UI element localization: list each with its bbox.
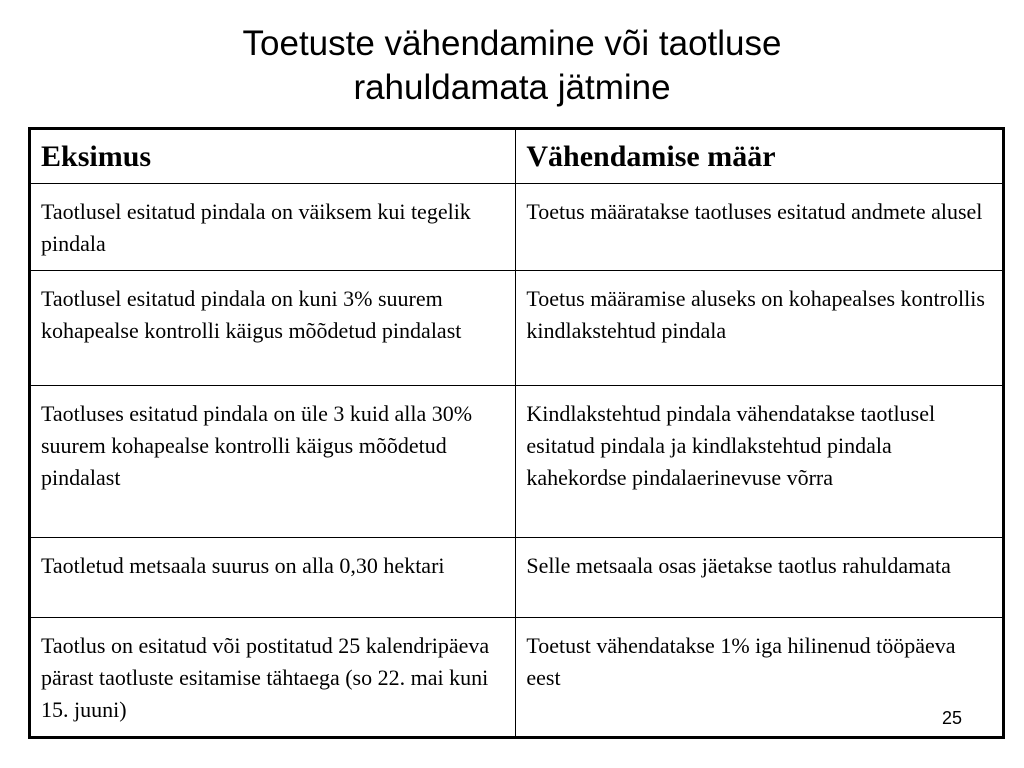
error-cell: Taotlusel esitatud pindala on väiksem kui tegelik pindala bbox=[30, 184, 516, 271]
table-row bbox=[30, 184, 1004, 271]
reduction-table-container bbox=[28, 127, 1005, 739]
error-cell: Taotletud metsaala suurus on alla 0,30 hektari bbox=[30, 538, 516, 618]
reduction-cell: Kindlakstehtud pindala vähendatakse taotlusel esitatud pindala ja kindlakstehtud pindala kahekordse pindalaerinevuse võrra bbox=[516, 386, 1004, 538]
table-row bbox=[30, 271, 1004, 386]
slide-title-line-1: Toetuste vähendamine või taotluse bbox=[242, 24, 782, 63]
error-cell: Taotlus on esitatud või postitatud 25 kalendripäeva pärast taotluste esitamise tähtaega (so 22. mai kuni 15. juuni) bbox=[30, 618, 516, 738]
error-cell: Taotlusel esitatud pindala on kuni 3% suurem kohapealse kontrolli käigus mõõdetud pindalast bbox=[30, 271, 516, 386]
table-row bbox=[30, 618, 1004, 738]
reduction-cell: Toetust vähendatakse 1% iga hilinenud tööpäeva eest bbox=[516, 618, 1004, 738]
column-header-reduction: Vähendamise määr bbox=[516, 129, 1004, 184]
reduction-table bbox=[28, 127, 1005, 739]
reduction-cell: Toetus määratakse taotluses esitatud andmete alusel bbox=[516, 184, 1004, 271]
column-header-error: Eksimus bbox=[30, 129, 516, 184]
error-cell: Taotluses esitatud pindala on üle 3 kuid alla 30% suurem kohapealse kontrolli käigus mõõdetud pindalast bbox=[30, 386, 516, 538]
reduction-cell: Selle metsaala osas jäetakse taotlus rahuldamata bbox=[516, 538, 1004, 618]
table-header-row bbox=[30, 129, 1004, 184]
table-row bbox=[30, 386, 1004, 538]
table-row bbox=[30, 538, 1004, 618]
reduction-cell: Toetus määramise aluseks on kohapealses kontrollis kindlakstehtud pindala bbox=[516, 271, 1004, 386]
page-number: 25 bbox=[941, 708, 962, 728]
slide-title bbox=[0, 22, 1024, 110]
slide-title-line-2: rahuldamata jätmine bbox=[353, 68, 671, 107]
